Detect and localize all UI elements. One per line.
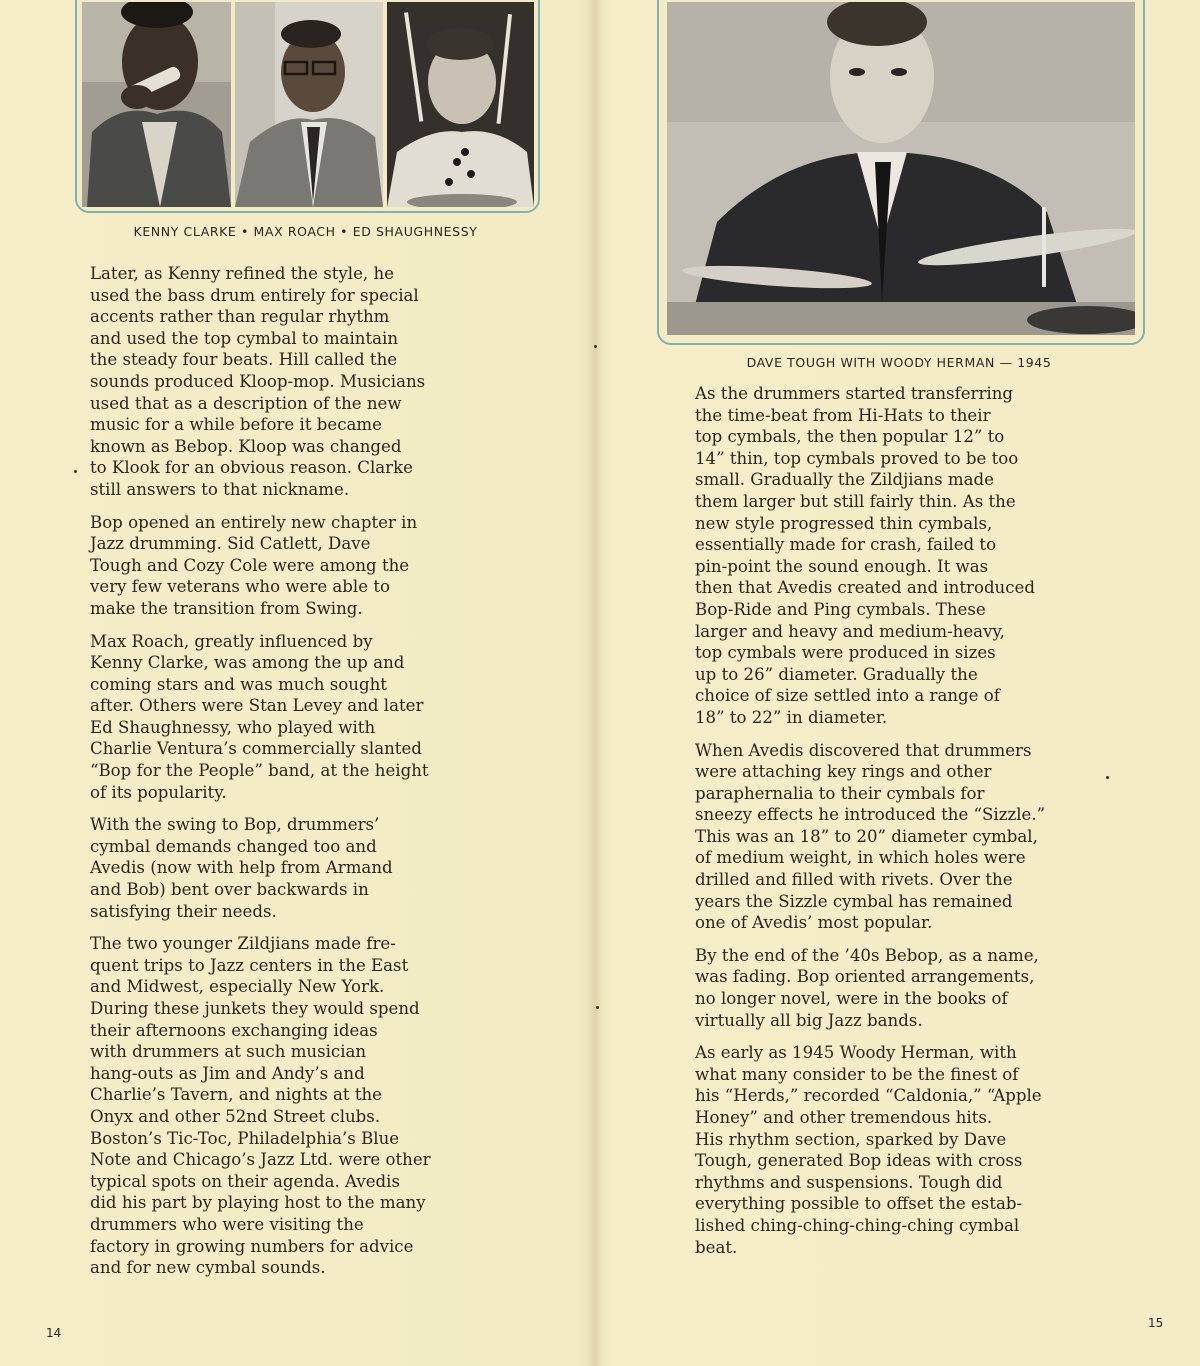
text-line: the time-beat from Hi-Hats to their bbox=[695, 405, 991, 425]
book-gutter bbox=[588, 0, 602, 1366]
text-line: beat. bbox=[695, 1237, 738, 1257]
paragraph bbox=[90, 263, 540, 501]
text-line: essentially made for crash, failed to bbox=[695, 535, 997, 555]
text-line: This was an 18” to 20” diameter cymbal, bbox=[695, 826, 1038, 846]
text-line: top cymbals, the then popular 12” to bbox=[695, 427, 1005, 447]
text-line: virtually all big Jazz bands. bbox=[695, 1010, 923, 1030]
text-line: Ed Shaughnessy, who played with bbox=[90, 717, 376, 737]
print-speck bbox=[74, 470, 77, 473]
text-line: years the Sizzle cymbal has remained bbox=[695, 891, 1013, 911]
text-line: Bop opened an entirely new chapter in bbox=[90, 512, 418, 532]
photo-frame-drummers bbox=[75, 0, 540, 213]
text-line: Avedis (now with help from Armand bbox=[90, 858, 393, 878]
text-line: pin-point the sound enough. It was bbox=[695, 556, 989, 576]
text-line: known as Bebop. Kloop was changed bbox=[90, 436, 402, 456]
text-line: Bop-Ride and Ping cymbals. These bbox=[695, 599, 986, 619]
text-line: coming stars and was much sought bbox=[90, 674, 387, 694]
text-line: were attaching key rings and other bbox=[695, 762, 992, 782]
text-line: As the drummers started transferring bbox=[695, 384, 1014, 403]
left-page-number: 14 bbox=[46, 1326, 62, 1340]
text-line: top cymbals were produced in sizes bbox=[695, 643, 996, 663]
text-line: drilled and filled with rivets. Over the bbox=[695, 870, 1013, 890]
text-line: 14” thin, top cymbals proved to be too bbox=[695, 448, 1019, 468]
text-line: used that as a description of the new bbox=[90, 393, 402, 413]
text-line: used the bass drum entirely for special bbox=[90, 285, 419, 305]
text-line: Later, as Kenny refined the style, he bbox=[90, 264, 394, 283]
right-page-number: 15 bbox=[1148, 1316, 1164, 1330]
text-line: sounds produced Kloop-mop. Musicians bbox=[90, 371, 426, 391]
paragraph bbox=[90, 631, 540, 804]
text-line: When Avedis discovered that drummers bbox=[695, 740, 1032, 760]
text-line: did his part by playing host to the many bbox=[90, 1193, 426, 1213]
text-line: During these junkets they would spend bbox=[90, 999, 420, 1018]
text-line: As early as 1945 Woody Herman, with bbox=[695, 1043, 1017, 1063]
text-line: satisfying their needs. bbox=[90, 901, 277, 921]
text-line: quent trips to Jazz centers in the East bbox=[90, 955, 409, 975]
left-page-text bbox=[90, 263, 540, 1290]
text-line: make the transition from Swing. bbox=[90, 598, 363, 618]
photo-frame-dave-tough bbox=[657, 0, 1145, 345]
text-line: to Klook for an obvious reason. Clarke bbox=[90, 458, 413, 478]
text-line: everything possible to offset the estab- bbox=[695, 1194, 1023, 1214]
text-line: “Bop for the People” band, at the height bbox=[90, 761, 429, 781]
text-line: one of Avedis’ most popular. bbox=[695, 913, 933, 933]
text-line: up to 26” diameter. Gradually the bbox=[695, 664, 978, 684]
text-line: Tough and Cozy Cole were among the bbox=[90, 555, 410, 575]
paragraph bbox=[695, 1042, 1135, 1258]
text-line: Kenny Clarke, was among the up and bbox=[90, 653, 405, 673]
text-line: small. Gradually the Zildjians made bbox=[695, 470, 994, 490]
text-line: His rhythm section, sparked by Dave bbox=[695, 1129, 1007, 1149]
text-line: By the end of the ’40s Bebop, as a name, bbox=[695, 945, 1039, 965]
paragraph bbox=[90, 933, 540, 1279]
text-line: no longer novel, were in the books of bbox=[695, 989, 1008, 1009]
print-speck bbox=[596, 1006, 599, 1009]
text-line: with drummers at such musician bbox=[90, 1042, 367, 1062]
text-line: music for a while before it became bbox=[90, 415, 382, 435]
right-page-text bbox=[695, 383, 1135, 1269]
text-line: and used the top cymbal to maintain bbox=[90, 328, 399, 348]
text-line: and for new cymbal sounds. bbox=[90, 1258, 326, 1278]
text-line: Charlie’s Tavern, and nights at the bbox=[90, 1085, 382, 1105]
text-line: hang-outs as Jim and Andy’s and bbox=[90, 1063, 365, 1083]
text-line: paraphernalia to their cymbals for bbox=[695, 783, 985, 803]
text-line: was fading. Bop oriented arrangements, bbox=[695, 967, 1035, 987]
text-line: and Bob) bent over backwards in bbox=[90, 880, 369, 900]
text-line: after. Others were Stan Levey and later bbox=[90, 696, 424, 716]
text-line: choice of size settled into a range of bbox=[695, 686, 1000, 706]
text-line: Honey” and other tremendous hits. bbox=[695, 1108, 993, 1127]
right-photo-caption: DAVE TOUGH WITH WOODY HERMAN — 1945 bbox=[746, 355, 1052, 370]
text-line: accents rather than regular rhythm bbox=[90, 307, 390, 327]
text-line: what many consider to be the finest of bbox=[695, 1064, 1019, 1084]
text-line: his “Herds,” recorded “Caldonia,” “Apple bbox=[695, 1086, 1042, 1106]
text-line: still answers to that nickname. bbox=[90, 479, 350, 499]
photo-ed-shaughnessy bbox=[387, 2, 534, 207]
photo-max-roach bbox=[235, 2, 383, 207]
text-line: of its popularity. bbox=[90, 782, 227, 802]
paragraph bbox=[695, 383, 1135, 729]
text-line: Max Roach, greatly influenced by bbox=[90, 631, 373, 651]
text-line: typical spots on their agenda. Avedis bbox=[90, 1171, 401, 1191]
text-line: then that Avedis created and introduced bbox=[695, 578, 1035, 598]
text-line: lished ching-ching-ching-ching cymbal bbox=[695, 1215, 1020, 1235]
text-line: sneezy effects he introduced the “Sizzle.” bbox=[695, 805, 1046, 825]
text-line: and Midwest, especially New York. bbox=[90, 977, 385, 997]
left-photo-caption: KENNY CLARKE • MAX ROACH • ED SHAUGHNESSY bbox=[133, 224, 478, 239]
paragraph bbox=[695, 945, 1135, 1031]
text-line: With the swing to Bop, drummers’ bbox=[90, 815, 380, 835]
print-speck bbox=[594, 345, 597, 348]
paragraph bbox=[90, 512, 540, 620]
text-line: The two younger Zildjians made fre- bbox=[90, 934, 396, 954]
text-line: Boston’s Tic-Toc, Philadelphia’s Blue bbox=[90, 1128, 400, 1148]
text-line: of medium weight, in which holes were bbox=[695, 848, 1026, 868]
photo-kenny-clarke bbox=[82, 2, 231, 207]
text-line: Onyx and other 52nd Street clubs. bbox=[90, 1106, 381, 1126]
paragraph bbox=[695, 740, 1135, 934]
text-line: new style progressed thin cymbals, bbox=[695, 513, 993, 533]
text-line: the steady four beats. Hill called the bbox=[90, 350, 398, 370]
print-speck bbox=[1106, 776, 1109, 779]
text-line: Jazz drumming. Sid Catlett, Dave bbox=[90, 534, 371, 554]
text-line: very few veterans who were able to bbox=[90, 577, 390, 597]
text-line: drummers who were visiting the bbox=[90, 1214, 364, 1234]
text-line: them larger but still fairly thin. As the bbox=[695, 491, 1016, 511]
paragraph bbox=[90, 814, 540, 922]
text-line: cymbal demands changed too and bbox=[90, 836, 377, 856]
text-line: factory in growing numbers for advice bbox=[90, 1236, 414, 1256]
text-line: Tough, generated Bop ideas with cross bbox=[695, 1151, 1023, 1171]
text-line: their afternoons exchanging ideas bbox=[90, 1020, 378, 1040]
text-line: larger and heavy and medium-heavy, bbox=[695, 621, 1005, 641]
text-line: Charlie Ventura’s commercially slanted bbox=[90, 739, 422, 759]
photo-dave-tough bbox=[667, 2, 1135, 335]
text-line: rhythms and suspensions. Tough did bbox=[695, 1172, 1003, 1192]
text-line: 18” to 22” in diameter. bbox=[695, 707, 888, 727]
text-line: Note and Chicago’s Jazz Ltd. were other bbox=[90, 1150, 431, 1170]
